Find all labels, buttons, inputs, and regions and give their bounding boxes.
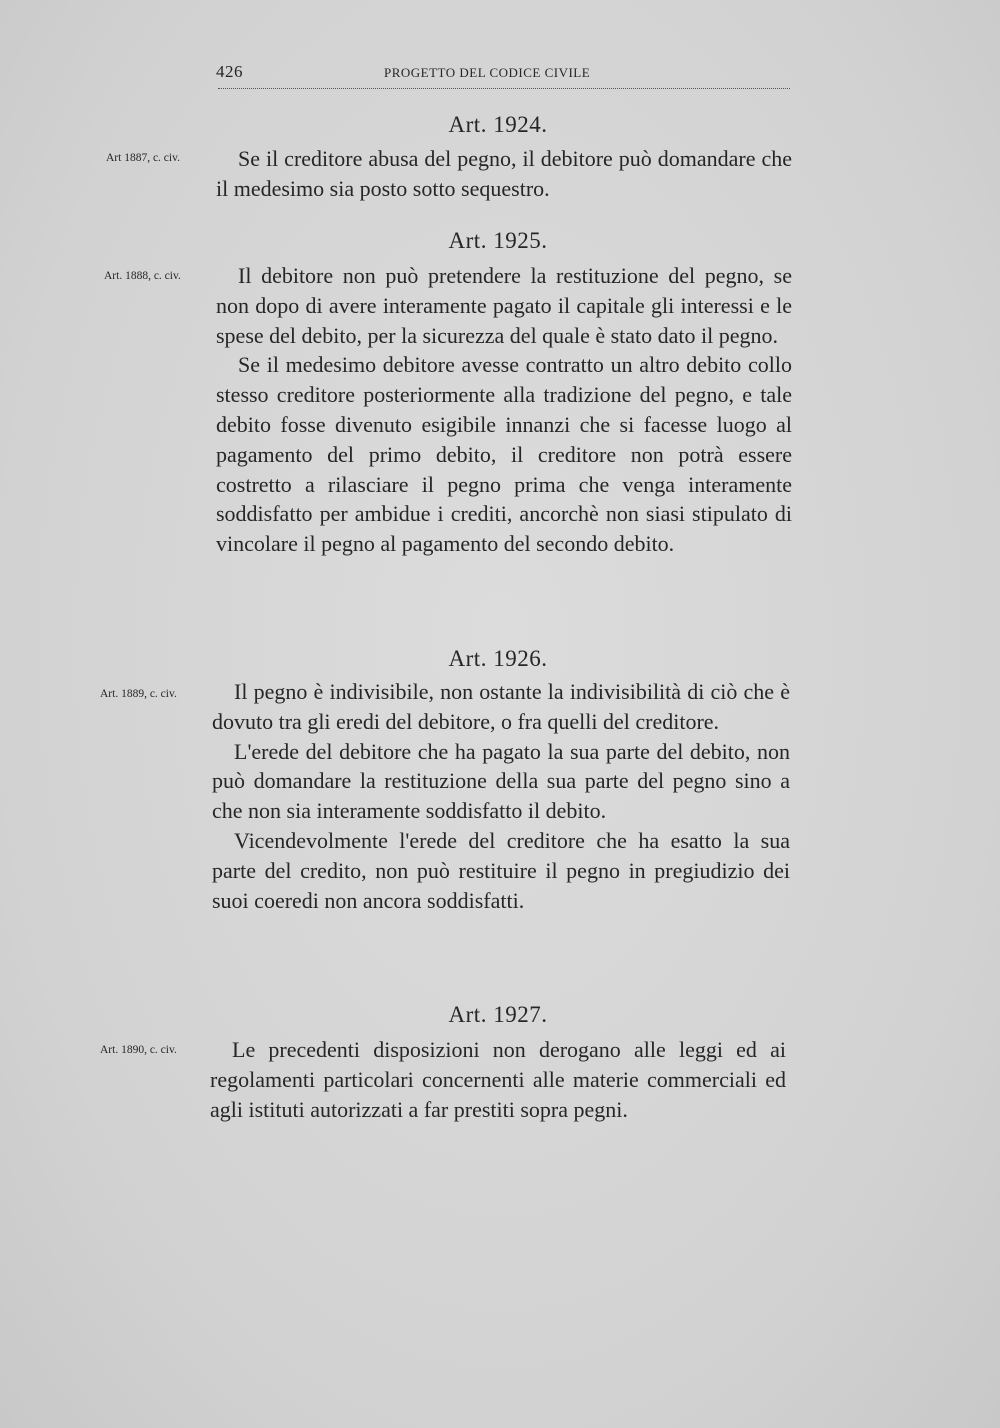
article-paragraph: Vicendevolmente l'erede del creditore che ha esatto la sua parte del credito, non può restituire il pegno in pregiudizio dei suoi coeredi non ancora soddisfatti. (212, 827, 790, 913)
article-body (210, 1035, 786, 1124)
article-paragraph: Se il medesimo debitore avesse contratto un altro debito collo stesso creditore posteriormente alla tradizione del pegno, e tale debito fosse divenuto esigibile innanzi che si facesse luogo al pagamento del primo debito, il creditore non potrà essere costretto a rilasciare il pegno prima che venga interamente soddisfatto per ambidue i crediti, ancorchè non siasi stipulato di vincolare il pegno al pagamento del secondo debito. (216, 352, 792, 557)
article-paragraph: Se il creditore abusa del pegno, il debitore può domandare che il medesimo sia posto sotto sequestro. (216, 146, 792, 201)
article-heading: Art. 1927. (448, 1002, 548, 1027)
article-body (212, 677, 790, 915)
page-number: 426 (216, 62, 243, 81)
margin-note: Art 1887, c. civ. (106, 152, 180, 164)
header-rule (218, 88, 790, 89)
article-heading: Art. 1924. (448, 112, 548, 137)
article-paragraph: Il pegno è indivisibile, non ostante la indivisibilità di ciò che è dovuto tra gli eredi del debitore, o fra quelli del creditore. (212, 679, 790, 734)
article-paragraph: Le precedenti disposizioni non derogano alle leggi ed ai regolamenti particolari concernenti alle materie commerciali ed agli istituti autorizzati a far prestiti sopra pegni. (210, 1037, 786, 1122)
article-body (216, 144, 792, 204)
article-body (216, 261, 792, 559)
running-title: PROGETTO DEL CODICE CIVILE (384, 65, 591, 80)
article-heading: Art. 1926. (448, 646, 548, 671)
margin-note: Art. 1890, c. civ. (100, 1044, 177, 1056)
article-paragraph: L'erede del debitore che ha pagato la sua parte del debito, non può domandare la restituzione della sua parte del pegno sino a che non sia interamente soddisfatto il debito. (212, 738, 790, 824)
article-paragraph: Il debitore non può pretendere la restituzione del pegno, se non dopo di avere interamente pagato il capitale gli interessi e le spese del debito, per la sicurezza del quale è stato dato il pegno. (216, 263, 792, 348)
article-heading: Art. 1925. (448, 228, 548, 253)
margin-note: Art. 1889, c. civ. (100, 688, 177, 700)
margin-note: Art. 1888, c. civ. (104, 270, 181, 282)
